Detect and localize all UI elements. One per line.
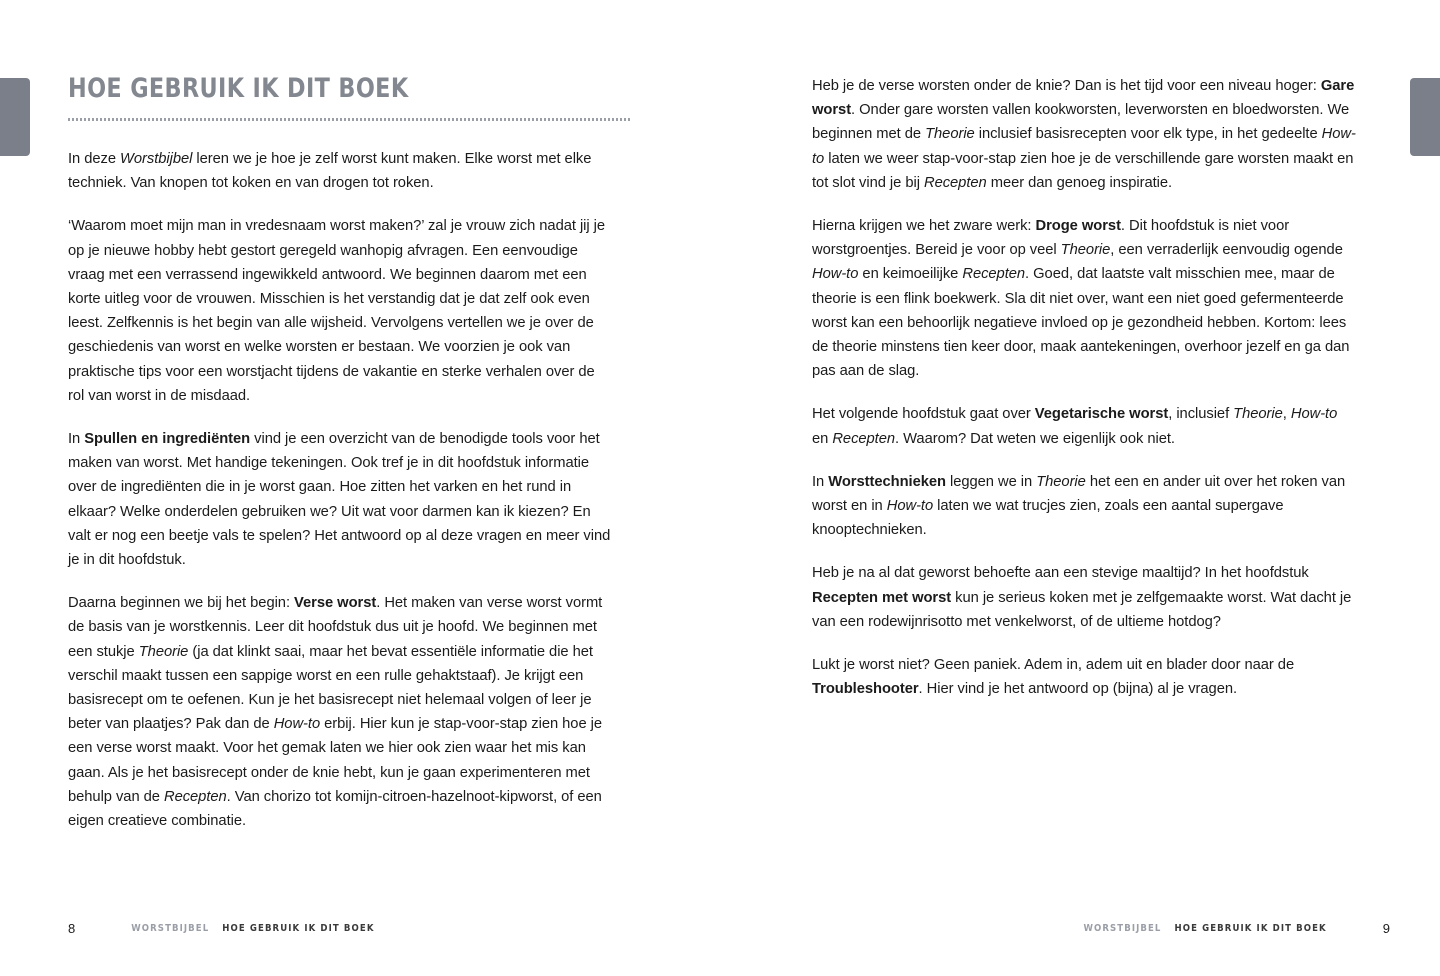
text-run: en xyxy=(812,429,833,447)
emphasis-italic: How-to xyxy=(812,125,1356,167)
body-copy-left xyxy=(68,147,630,833)
folio-number: 8 xyxy=(68,921,76,936)
emphasis-italic: How-to xyxy=(886,497,934,515)
text-column-left xyxy=(68,74,630,852)
paragraph xyxy=(68,214,613,408)
text-run: laten we weer stap-voor-stap zien hoe je de verschillende gare worsten maakt en tot slot vind je bij xyxy=(812,149,1354,191)
emphasis-italic: Theorie xyxy=(925,125,975,143)
emphasis-italic: Theorie xyxy=(1036,472,1086,490)
text-run: kun je serieus koken met je zelfgemaakte worst. Wat dacht je van een rodewijnrisotto met venkelworst, of de ultieme hotdog? xyxy=(812,588,1352,630)
footer-chapter-name: HOE GEBRUIK IK DIT BOEK xyxy=(222,923,375,934)
text-run: . Het maken van verse worst vormt de basis van je worstkennis. Leer dit hoofdstuk dus uit je hoofd. We beginnen met een stukje xyxy=(68,594,603,660)
paragraph xyxy=(812,214,1357,383)
emphasis-italic: Worstbijbel xyxy=(120,150,193,167)
emphasis-bold: Troubleshooter xyxy=(812,680,919,698)
text-run: erbij. Hier kun je stap-voor-stap zien hoe je een verse worst maakt. Voor het gemak laten we hier ook zien waar het mis kan gaan. Als je het basisrecept onder de knie hebt, kun je gaan experimenteren met behulp van de xyxy=(68,715,603,805)
emphasis-italic: Theorie xyxy=(138,642,189,660)
paragraph xyxy=(812,402,1357,450)
text-run: , inclusief xyxy=(1168,405,1234,423)
text-run: . Goed, dat laatste valt misschien mee, maar de theorie is een flink boekwerk. Sla dit niet over, want een niet goed gefermenteerde worst kan een behoorlijk negatieve invloed op je gezondheid hebben. Kortom: lees de theorie minstens tien keer door, maak aantekeningen, overhoor jezelf en ga dan pas aan de slag. xyxy=(812,265,1350,380)
emphasis-bold: Vegetarische worst xyxy=(1034,405,1169,423)
emphasis-italic: Recepten xyxy=(832,429,896,447)
page-title: HOE GEBRUIK IK DIT BOEK xyxy=(68,73,409,104)
emphasis-italic: Theorie xyxy=(1060,241,1111,259)
emphasis-bold: Verse worst xyxy=(294,594,377,612)
paragraph xyxy=(812,561,1357,634)
emphasis-italic: Recepten xyxy=(962,265,1026,283)
emphasis-italic: Recepten xyxy=(163,787,227,805)
page-footer-left xyxy=(68,922,375,936)
text-column-right xyxy=(812,74,1374,720)
text-run: vind je een overzicht van de benodigde tools voor het maken van worst. Met handige tekeningen. Ook tref je in dit hoofdstuk informatie over de ingrediënten die in je worst gaan. Hoe zitten het varken en het rund in elkaar? Welke onderdelen gebruiken we? Uit wat voor darmen kan ik kiezen? En valt er nog een beetje vals te spelen? Het antwoord op al deze vragen en meer vind je in dit hoofdstuk. xyxy=(68,430,611,569)
emphasis-bold: Worsttechnieken xyxy=(828,472,946,490)
text-run: leggen we in xyxy=(945,472,1037,490)
text-run: Hierna krijgen we het zware werk: xyxy=(812,217,1036,235)
text-run: leren we je hoe je zelf worst kunt maken. Elke worst met elke techniek. Van knopen tot koken en van drogen tot roken. xyxy=(68,150,592,192)
footer-book-name: WORSTBIJBEL xyxy=(131,923,210,934)
paragraph xyxy=(68,147,613,195)
footer-book-name: WORSTBIJBEL xyxy=(1083,923,1162,934)
emphasis-bold: Droge worst xyxy=(1035,217,1121,235)
text-run: meer dan genoeg inspiratie. xyxy=(986,173,1173,191)
text-run: ‘Waarom moet mijn man in vredesnaam worst maken?’ zal je vrouw zich nadat jij je op je nieuwe hobby hebt gestort geregeld wanhopig afvragen. Een eenvoudige vraag met een verrassend ingewikkeld antwoord. We beginnen daarom met een korte uitleg voor de vrouwen. Misschien is het verstandig dat je dat zelf ook even leest. Zelfkennis is het begin van alle wijsheid. Vervolgens vertellen we je over de geschiedenis van worst en welke worsten er bestaan. We voorzien je ook van praktische tips voor een worstjacht tijdens de vakantie en sterke verhalen over de rol van worst in de misdaad. xyxy=(68,217,606,404)
text-run: . Hier vind je het antwoord op (bijna) al je vragen. xyxy=(918,680,1238,698)
paragraph xyxy=(68,591,613,833)
emphasis-italic: How-to xyxy=(273,715,321,733)
text-run: . Van chorizo tot komijn-citroen-hazelnoot-kipworst, of een eigen creatieve combinatie. xyxy=(68,787,602,830)
text-run: laten we wat trucjes zien, zoals een aantal supergave knooptechnieken. xyxy=(812,497,1284,539)
paragraph xyxy=(812,470,1357,543)
footer-chapter-name: HOE GEBRUIK IK DIT BOEK xyxy=(1174,923,1327,934)
page-right xyxy=(720,0,1440,976)
text-run: . Onder gare worsten vallen kookworsten, leverworsten en bloedworsten. We beginnen met de xyxy=(812,101,1350,143)
text-run: Het volgende hoofdstuk gaat over xyxy=(812,405,1035,423)
text-run: inclusief basisrecepten voor elk type, in het gedeelte xyxy=(974,125,1322,143)
text-run: In xyxy=(812,472,829,490)
emphasis-bold: Spullen en ingrediënten xyxy=(84,430,251,448)
emphasis-italic: Theorie xyxy=(1233,405,1283,423)
text-run: en keimoeilijke xyxy=(858,265,963,283)
text-run: het een en ander uit over het roken van worst en in xyxy=(812,472,1346,515)
text-run: Heb je na al dat geworst behoefte aan een stevige maaltijd? In het hoofdstuk xyxy=(812,564,1309,582)
body-copy-right xyxy=(812,74,1374,701)
paragraph xyxy=(812,653,1357,701)
paragraph xyxy=(812,74,1357,195)
text-run: In deze xyxy=(68,150,121,167)
text-run: Daarna beginnen we bij het begin: xyxy=(68,594,295,612)
text-run: , xyxy=(1282,405,1291,423)
emphasis-bold: Recepten met worst xyxy=(812,588,952,606)
paragraph xyxy=(68,427,613,572)
page-footer-right xyxy=(1083,922,1390,936)
text-run: , een verraderlijk eenvoudig ogende xyxy=(1110,241,1343,259)
dotted-divider xyxy=(68,118,630,121)
emphasis-bold: Gare worst xyxy=(812,77,1355,119)
emphasis-italic: Recepten xyxy=(923,173,987,191)
text-run: (ja dat klinkt saai, maar het bevat essentiële informatie die het verschil maakt tussen een sappige worst en een rulle gehaktstaaf). Je krijgt een basisrecept om te oefenen. Kun je het basisrecept niet helemaal volgen of leer je beter van plaatjes? Pak dan de xyxy=(68,642,593,733)
text-run: Lukt je worst niet? Geen paniek. Adem in, adem uit en blader door naar de xyxy=(812,656,1295,674)
text-run: . Dit hoofdstuk is niet voor worstgroentjes. Bereid je voor op veel xyxy=(812,217,1290,259)
text-run: Heb je de verse worsten onder de knie? Dan is het tijd voor een niveau hoger: xyxy=(812,77,1321,94)
emphasis-italic: How-to xyxy=(812,265,859,283)
text-run: . Waarom? Dat weten we eigenlijk ook niet. xyxy=(895,429,1175,447)
text-run: In xyxy=(68,430,85,448)
folio-number: 9 xyxy=(1382,921,1390,936)
emphasis-italic: How-to xyxy=(1290,405,1338,423)
